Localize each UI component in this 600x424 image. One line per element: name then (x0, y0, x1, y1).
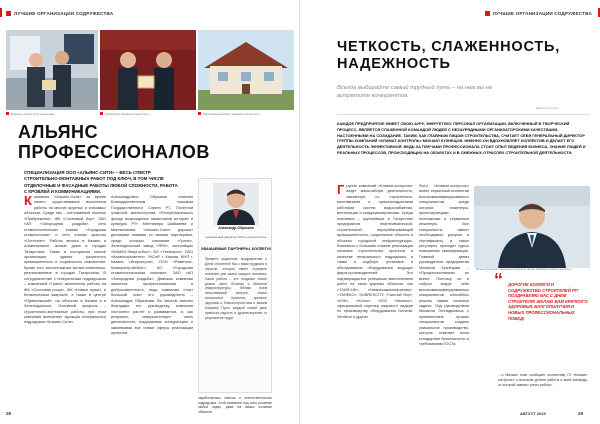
article-title: ЧЕТКОСТЬ, СЛАЖЕННОСТЬ, НАДЕЖНОСТЬ (337, 39, 561, 72)
text-column: Группа компаний «Климат-контроль» ведет масштабную деятельность, связанную со строительно-монтажными и пусконаладочными работами систем водоснабжения, вентиляции и кондиционирования. Среди ключевых – крупнейшие в Татарстане предприятия нефтехимической, строительной, перерабатывающей промышленности, социальные объекты и объекты городской инфраструктуры. Компания с большим стажем реализации сложных строительных проектов в качестве генерального подрядчика, а также в подборе, установке и обслуживании оборудования ведущих фирм-производителей. Это подтверждается успешным выполнением работ на таких крупных объектах, как «ТАИФ-НК», «Нижнекамскнефтехим», «ТАНЕКО», SUNRESCITY, «Чистый бор», «КЗК», «Кзтнк», ООО «Ниянос», официальный партнер мирового лидера по производству оборудования General, Ventlene и других. (337, 184, 413, 319)
page-number: 28 (6, 411, 11, 416)
text-column: Компания «Альянс-Сити» за время своего существования выполнила работы на многих крупных и значимых объектах. Среди них – котлованный поселок «Прибрежная», ЖК «Сосновый бор», ЗАО «АП «Загородная усадьба», сеть стоматологических клиник «Городская стоматология» и сеть клиник красоты «Остеопат». Работы велись в Казани и Альметьевске, жилые дома в городах Татарстана. Также в послужном списке организации здания различного промышленного и социального назначения. Кроме того, многоэтажные жилые комплексы, реализованные в городах Татарстана. В сотрудничестве с генеральным подрядчиком – компанией «Грань» выполнены работы на ЖК «Сосновая роща», ЖК «Новые горки», в ботаническом квартале, а также в центре «Приволжский», на объектах в Казани и в Зеленодольске. Основной профиль – строительно-монтажные работы, при этом компания выполняет функции генерального подрядчика «Альянс-Сити». (24, 195, 106, 325)
section-header: ЛУЧШИЕ ОРГАНИЗАЦИИ СОДРУЖЕСТВА (6, 11, 113, 16)
portrait-photo (213, 183, 259, 225)
article-title: АЛЬЯНС ПРОФЕССИОНАЛОВ (18, 122, 210, 162)
sidebar-heading: УВАЖАЕМЫЕ ПАРТНЕРЫ, КОЛЛЕГИ! (201, 247, 271, 251)
photo-building (198, 30, 294, 110)
congratulation-sidebar (198, 178, 272, 393)
photo-caption: Реализованный объект компании Альянс-Сити (198, 112, 294, 116)
epigraph-author: Шарль де Голль (536, 106, 559, 110)
sidebar-text: Примите искренние поздравления с Днем строителя! Мы с вами трудимся в отрасли, которая имеет огромное значение для жизни каждого человека. Наша работа – это создание новых домов, школ, больниц и объектов инфраструктуры. Желаю всем неиссякаемой энергии, новых интересных проектов, крепкого здоровья и благополучия вам и вашим близким! Пусть каждый новый день приносит радость и удовлетворение от результатов труда. (205, 257, 267, 320)
pull-quote: “ ДОРОГИЕ КОЛЛЕГИ И СОДРУЖЕСТВО СТРОИТЕЛЕЙ РТ! ПОЗДРАВЛЯЮ ВАС С ДНЕМ СТРОИТЕЛЯ! ЖЕЛАЮ ВАМ КРЕПКОГО ЗДОРОВЬЯ, БЛАГОПОЛУЧИЯ И НОВЫХ ПРОФЕССИОНАЛЬНЫХ ПОБЕД! (494, 270, 588, 321)
photo-management (100, 30, 196, 110)
text-column: наработанным опытом и ответственностью подрядчика. Этой компании под силу решение любых задач, даже на самых сложных объектах. (198, 396, 272, 414)
photo-exhibition (6, 30, 98, 110)
text-column: Александрович Образков отмечен Благодарственным письмом Государственного Совета РТ, Почетной грамотой министерства «Республиканского фонда возрождения памятников истории и культуры РТ» Ментимера Шаймиева и Минниханова. «Альянс-Сити» дорожит деловыми связями со своими партнерами, среди которых компании «Грань», Зеленодольский завод «ЯРА», застройщик «КАМАЗ-Энергосбыт», АО «Татэнерго», ПАО «Казаньоргсинтез», УКСиР г. Казани, МУП г. Казани «Инфостроя», ООО «Раметокс-Коммунстройсбыт», АО «Городская стоматологическая клиника», ЗАО «АП «Загородная усадьба». Девизом компании является: профессионализм и добросовестность, ведь компания стоит большой опыт его руководителя – Александра Образкова. Во многом именно благодаря его руководству компания постоянно растет и развивается, и, как результат, совершенствует свою деятельность, выдерживая конкуренцию и завоевывая все новые сферы реализации проектов. (111, 195, 193, 336)
issue-label: АВГУСТ 2019 (520, 411, 546, 416)
person-position: генеральный директор ООО «Альянс-Сити» (205, 235, 267, 239)
section-header: ЛУЧШИЕ ОРГАНИЗАЦИИ СОДРУЖЕСТВА (485, 11, 592, 16)
quote-mark-icon: “ (494, 270, 503, 290)
portrait-photo (474, 186, 590, 268)
article-lead: КАЖДОЕ ПРЕДПРИЯТИЕ ИМЕЕТ СВОЮ АУРУ, ЭНЕРГЕТИКУ. ПЕРСОНАЛ ОРГАНИЗАЦИИ, ВКЛЮЧЕННЫЙ В ТВОРЧЕСКИЙ ПРОЦЕСС, ЯВЛЯЕТСЯ СЛАЖЕННОЙ КОМАНДОЙ ЛЮДЕЙ С НЕЗАУРЯДНЫМИ ОРГАНИЗАТОРСКИМИ КАЧЕСТВАМИ, НАСТОЕННЫМИ НА СОЗИДАНИЕ. ТАКИМ, КАК ГЛАВНЫМ ЛИЦОМ СТРОИТЕЛЬСТВА, СЧИТАЕТ СЕБЯ ГЕНЕРАЛЬНЫЙ ДИРЕКТОР ГРУППЫ КОМПАНИЙ «КЛИМАТ-КОНТРОЛЬ» МИХАИЛ КУЗНЕЦОВ. ИМЕННО ОН ВДОХНОВЛЯЕТ КОЛЛЕКТИВ И ДЕЛАЕТ ЕГО ДЕЯТЕЛЬНОСТЬ ЭФФЕКТИВНОЙ. ВЕДЬ ЗА ПЛЕЧАМИ ПРОФЕССИОНАЛА СТОИТ ОПЫТ ВЕДЕНИЯ БИЗНЕСА, ЗНАНИЕ ЛЮДЕЙ И РЕАЛЬНЫХ ПРОЦЕССОВ, ПРОИСХОДЯЩИХ НА ОБЪЕКТАХ И В СМЕЖНЫХ ОТРАСЛЯХ СТРОИТЕЛЬНОЙ ДЕЯТЕЛЬНОСТИ. (337, 121, 586, 155)
drop-cap: Г (337, 184, 345, 197)
article-lead: СПЕЦИАЛИЗАЦИЯ ООО «АЛЬЯНС-СИТИ» – ВЕСЬ СПЕКТР СТРОИТЕЛЬНО-МОНТАЖНЫХ РАБОТ ПОД КЛЮЧ, В ТОМ ЧИСЛЕ ОТДЕЛОЧНЫЕ И ФАСАДНЫЕ РАБОТЫ ЛЮБОЙ СЛОЖНОСТИ, РАБОТА С КРОВЛЕЙ И КОММУНИКАЦИЯМИ. (24, 170, 178, 194)
photo-caption: Михаил Кузнецов, генеральный директор группы компаний «Климат-контроль» (476, 268, 572, 271)
divider (337, 114, 590, 115)
text-column: Фото «Климат-контроль» имеет серьезный коллектив высококвалифицированных специалистов, среди которых инженеры-проектировщики, монтажники и сервисные инженеры. Все специалисты имеют необходимые допуски и сертификаты, а также регулярно проходят курсы повышения квалификации. Главный девиз руководителя предприятия Михаила Кузнецова – «Профессионализм во всем». Поэтому он и собрал вокруг себя высококвалифицированных специалистов, способных решать самые сложные задачи. Под руководством Михаила Геннадьевича с применением лучших специалистов создано уникальное производство, которое отвечает всем стандартам безопасности и требованиям ГОСТа. (419, 184, 469, 347)
photo-caption: Компания Альянс-Сити на выставке (6, 112, 98, 116)
header-accent-bar (0, 8, 2, 17)
person-name: Александр Образков (218, 226, 254, 230)
photo-caption: Руководство компании Альянс-Сити (100, 112, 196, 116)
epigraph: Всегда выбирайте самый трудный путь – на нем вы не встретите конкурентов. (337, 85, 493, 99)
drop-cap: К (24, 195, 32, 208)
text-column: …и Михаил тоже сообщает коллективу ГК «Климат-контроль» о высоком уровне работы и всей команды, от которой зависит успех работы. (498, 373, 588, 387)
page-number: 29 (578, 411, 583, 416)
